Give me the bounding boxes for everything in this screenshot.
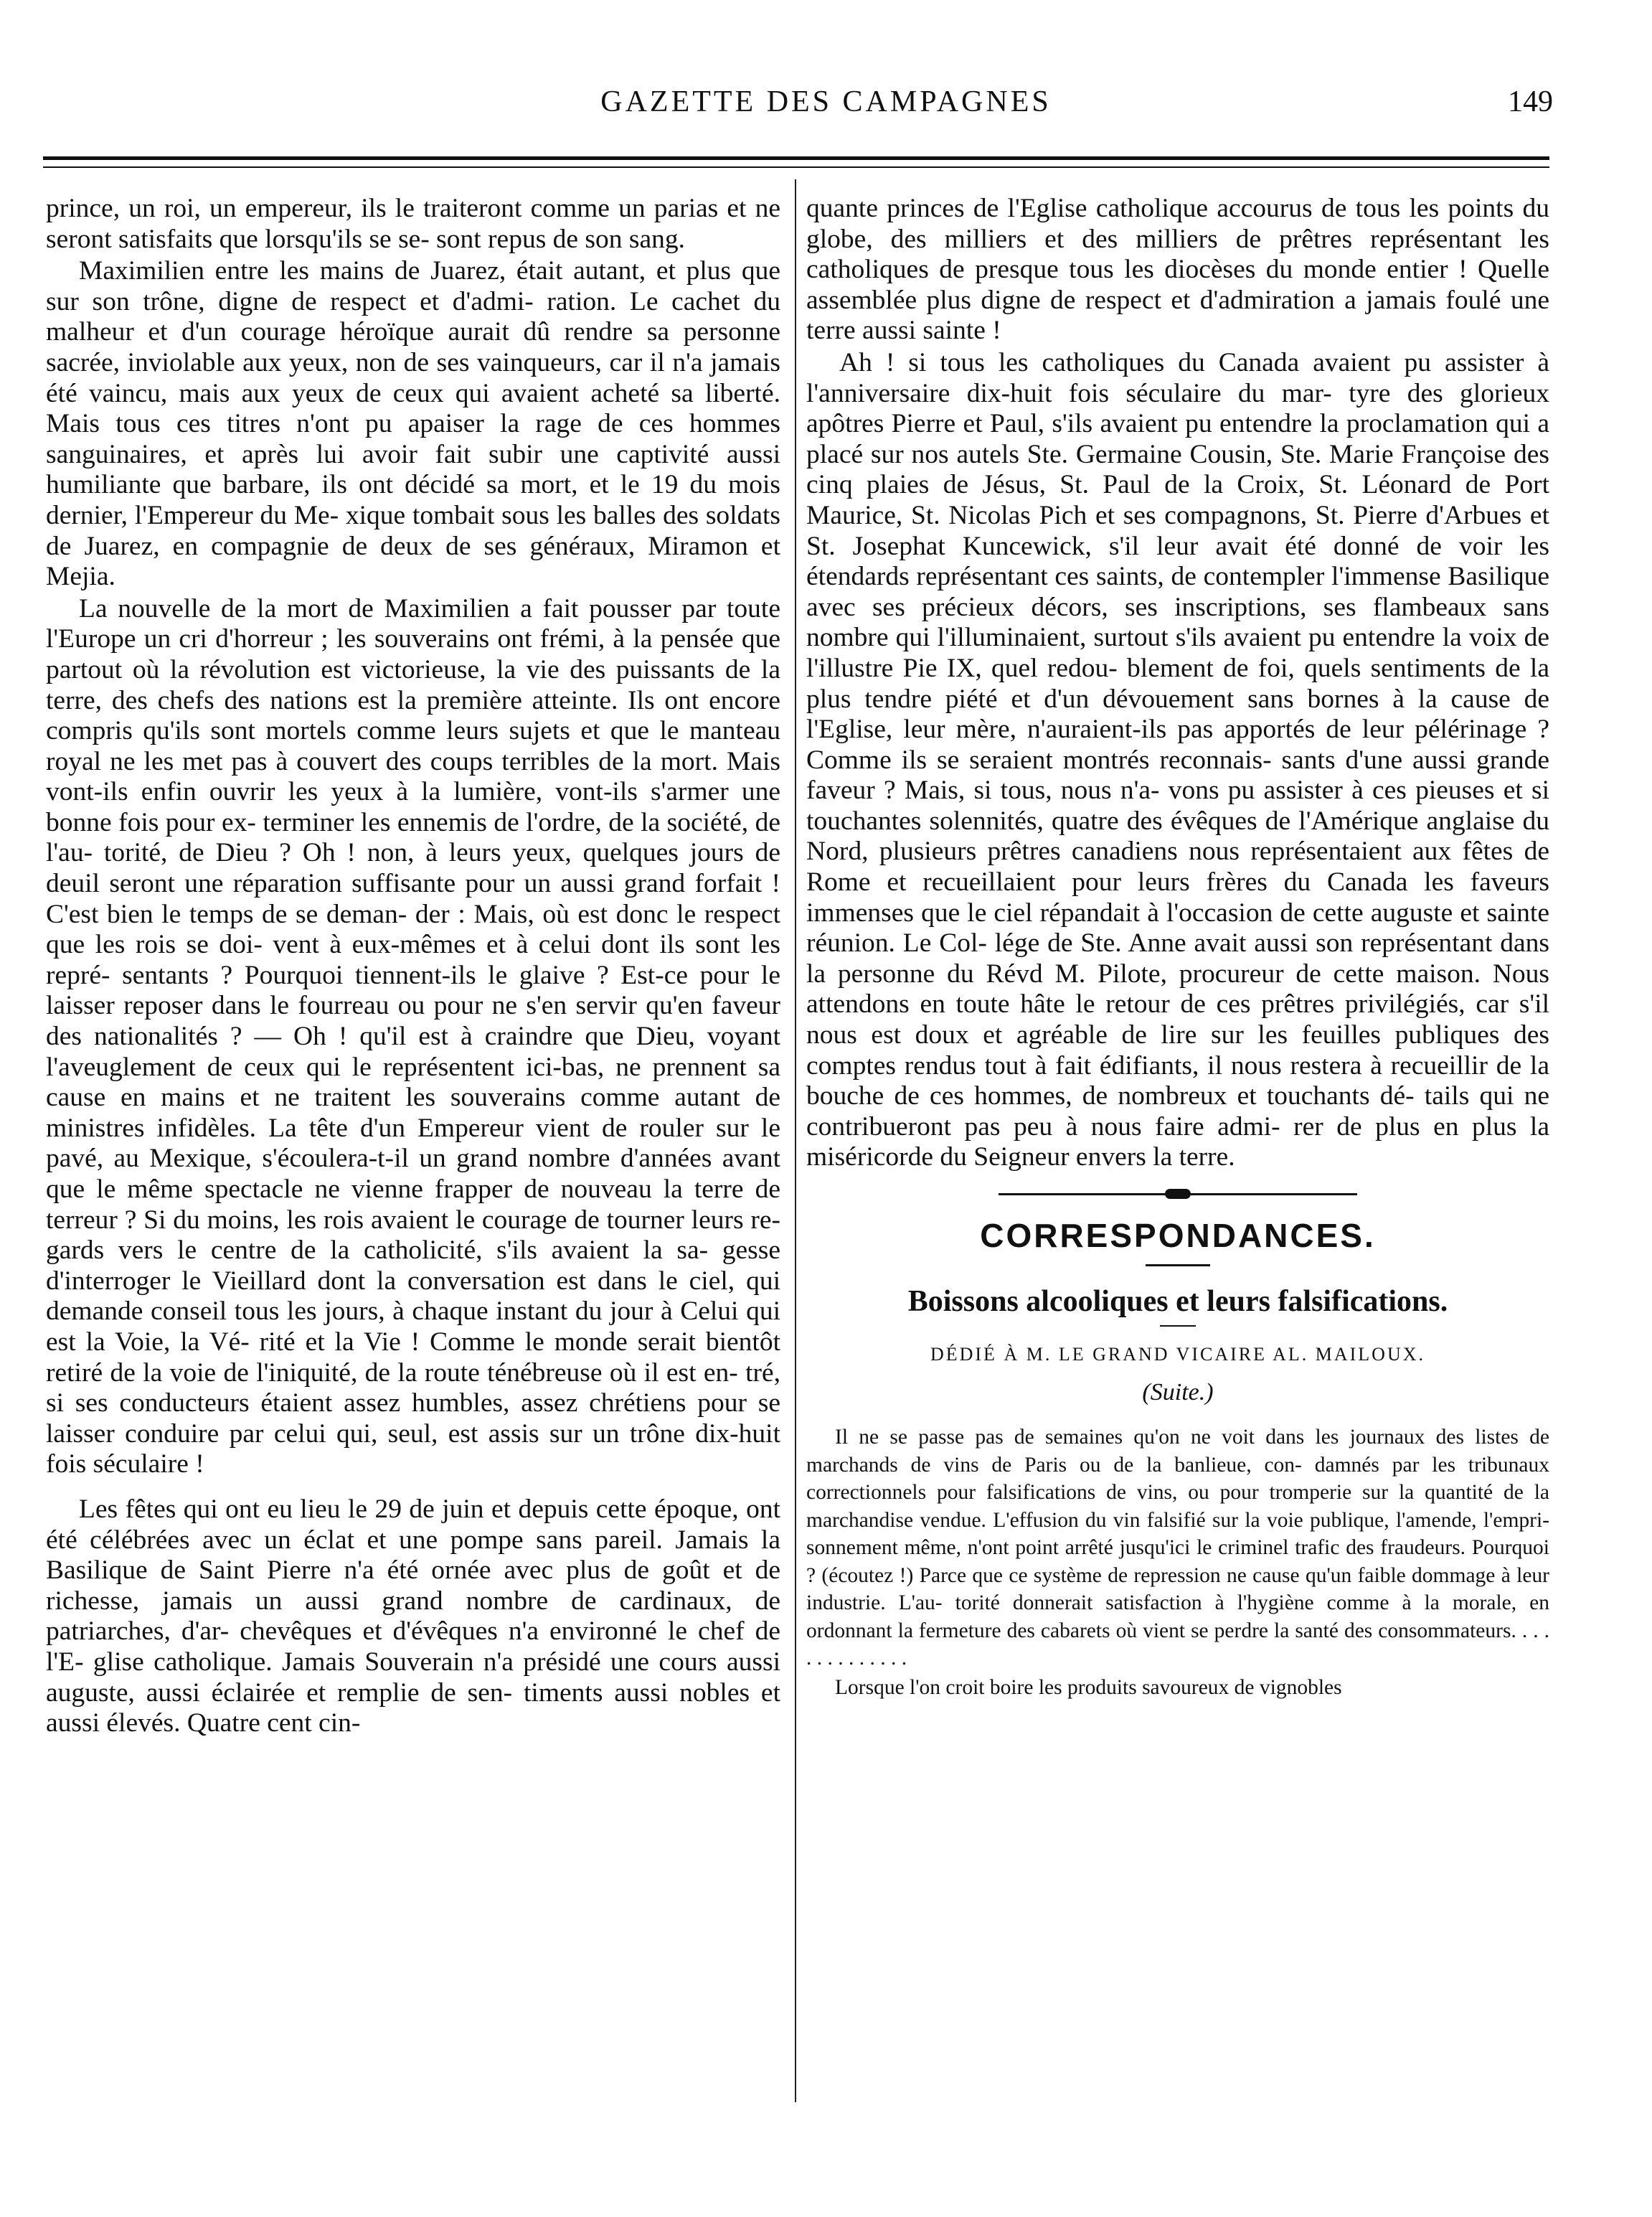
section-rule — [1146, 1264, 1210, 1266]
running-title: GAZETTE DES CAMPAGNES — [600, 85, 1052, 118]
right-column — [806, 194, 1549, 1701]
article-title: Boissons alcooliques et leurs falsifications. — [907, 1284, 1448, 1318]
column-divider — [795, 179, 796, 2102]
ornamental-rule — [999, 1189, 1357, 1199]
dedication: DÉDIÉ À M. LE GRAND VICAIRE AL. MAILOUX. — [930, 1344, 1426, 1365]
article-body — [806, 1423, 1549, 1701]
suite-label: (Suite.) — [1142, 1378, 1214, 1406]
page-number: 149 — [1508, 85, 1553, 118]
left-paragraph-2: Maximilien entre les mains de Juarez, était autant, et plus que sur son trône, digne de respect et d'admi- ration. Le cachet du malheur et d'un courage héroïque aurait dû rendre sa personne sacrée, inviolable aux yeux, non de ses vainqueurs, car il n'a jamais été vaincu, mais aux yeux de ceux qui avaient acheté sa liberté. Mais tous ces titres n'ont pu apaiser la rage de ces hommes sanguinaires, et après lui avoir fait subir une captivité aussi humiliante que barbare, ils ont décidé sa mort, et le 19 du mois dernier, l'Empereur du Me- xique tombait sous les balles des soldats de Juarez, en compagnie de deux de ses généraux, Miramon et Mejia. — [46, 256, 780, 592]
left-paragraph-4: Les fêtes qui ont eu lieu le 29 de juin et depuis cette époque, ont été célébrées avec un éclat et une pompe sans pareil. Jamais la Basilique de Saint Pierre n'a été ornée avec plus de goût et de richesse, jamais un aussi grand nombre de cardinaux, de patriarches, d'ar- chevêques et d'évêques n'a environné le chef de l'E- glise catholique. Jamais Souverain n'a présidé une cours aussi auguste, aussi éclairée et remplie de sen- timents aussi nobles et aussi élevés. Quatre cent cin- — [46, 1494, 780, 1738]
right-paragraph-1: quante princes de l'Eglise catholique accourus de tous les points du globe, des milliers et des milliers de prêtres représentant les catholiques de presque tous les diocèses du monde entier ! Quelle assemblée plus digne de respect et d'admiration a jamais foulé une terre aussi sainte ! — [806, 194, 1549, 346]
section-title: CORRESPONDANCES. — [980, 1217, 1376, 1254]
ornament-center — [1165, 1189, 1191, 1199]
article-rule — [1160, 1325, 1196, 1327]
left-paragraph-1: prince, un roi, un empereur, ils le traiteront comme un parias et ne seront satisfaits que lorsqu'ils se se- sont repus de son sang. — [46, 194, 780, 254]
left-column — [46, 194, 780, 1739]
right-paragraph-2: Ah ! si tous les catholiques du Canada avaient pu assister à l'anniversaire dix-huit fois séculaire du mar- tyre des glorieux apôtres Pierre et Paul, s'ils avaient pu entendre la proclamation qui a placé sur nos autels Ste. Germaine Cousin, Ste. Marie Françoise des cinq plaies de Jésus, St. Paul de la Croix, St. Léonard de Port Maurice, St. Nicolas Pich et ses compagnons, St. Pierre d'Arbues et St. Josephat Kuncewick, s'il leur avait été donné de voir les étendards représentant ces saints, de contempler l'immense Basilique avec ses précieux décors, ses inscriptions, ses flambeaux sans nombre qui l'illuminaient, surtout s'ils avaient pu entendre la voix de l'illustre Pie IX, quel redou- blement de foi, quels sentiments de la plus tendre piété et d'un dévouement sans bornes à la cause de l'Eglise, leur mère, n'auraient-ils pas apportés de leur pélérinage ? Comme ils se seraient montrés reconnais- sants d'une aussi grande faveur ? Mais, si tous, nous n'a- vons pu assister à ces pieuses et si touchantes solennités, quatre des évêques de l'Amérique anglaise du Nord, plusieurs prêtres canadiens nous représentaient aux fêtes de Rome et recueillaient pour leurs frères du Canada les faveurs immenses que le ciel répandait à l'occasion de cette auguste et sainte réunion. Le Col- lége de Ste. Anne avait aussi son représentant dans la personne du Révd M. Pilote, procureur de cette maison. Nous attendons en toute hâte le retour de ces prêtres privilégiés, car s'il nous est doux et agréable de lire sur les feuilles publiques des comptes rendus tout à fait édifiants, il nous restera à recueillir de la bouche de ces hommes, de nombreux et touchants dé- tails qui ne contribueront pas peu à nous faire admi- rer de plus en plus la miséricorde du Seigneur envers la terre. — [806, 347, 1549, 1172]
left-paragraph-3: La nouvelle de la mort de Maximilien a fait pousser par toute l'Europe un cri d'horreur ; les souverains ont frémi, à la pensée que partout où la révolution est victorieuse, la vie des puissants de la terre, des chefs des nations est la première atteinte. Ils ont encore compris qu'ils sont mortels comme leurs sujets et que le manteau royal ne les met pas à couvert des coups terribles de la mort. Mais vont-ils enfin ouvrir les yeux à la lumière, vont-ils s'armer une bonne fois pour ex- terminer les ennemis de l'ordre, de la société, de l'au- torité, de Dieu ? Oh ! non, à leurs yeux, quelques jours de deuil seront une réparation suffisante pour un aussi grand forfait ! C'est bien le temps de se deman- der : Mais, où est donc le respect que les rois se doi- vent à eux-mêmes et à celui dont ils sont les repré- sentants ? Pourquoi tiennent-ils le glaive ? Est-ce pour le laisser reposer dans le fourreau ou pour ne s'en servir qu'en faveur des nationalités ? — Oh ! qu'il est à craindre que Dieu, voyant l'aveuglement de ceux qui le représentent ici-bas, ne prennent sa cause en mains et ne traitent les souverains comme autant de ministres infidèles. La tête d'un Empereur vient de rouler sur le pavé, au Mexique, s'écoulera-t-il un grand nombre d'années avant que le même spectacle ne vienne frapper de nouveau la terre de terreur ? Si du moins, les rois avaient le courage de tourner leurs re- gards vers le centre de la catholicité, s'ils avaient la sa- gesse d'interroger le Vieillard dont la conversation est dans le ciel, qui demande conseil tous les jours, à chaque instant du jour à Celui qui est la Voie, la Vé- rité et la Vie ! Comme le monde serait bientôt retiré de la voie de l'iniquité, de la route ténébreuse où il est en- tré, si ses conducteurs étaient assez humbles, assez chrétiens pour se laisser conduire par celui qui, seul, est assis sur un trône dix-huit fois séculaire ! — [46, 593, 780, 1479]
header-rule-thin — [43, 166, 1549, 168]
article-paragraph-2: Lorsque l'on croit boire les produits savoureux de vignobles — [835, 1675, 1342, 1699]
article-paragraph-1: Il ne se passe pas de semaines qu'on ne voit dans les journaux des listes de marchands de vins de Paris ou de la banlieue, con- damnés par les tribunaux correctionnels pour falsifications de vins, ou pour tromperie sur la quantité de la marchandise vendue. L'effusion du vin falsifié sur la voie publique, l'amende, l'empri- sonnement même, n'ont point arrêté jusqu'ici le criminel trafic des fraudeurs. Pourquoi ? (écoutez !) Parce que ce système de repression ne cause qu'un faible dommage à leur industrie. L'au- torité donnerait satisfaction à l'hygiène comme à la morale, en ordonnant la fermeture des cabarets où vient se perdre la santé des consommateurs. . . . . . . . . . . . . . — [806, 1426, 1549, 1670]
running-head — [0, 85, 1652, 128]
header-rule-thick — [43, 156, 1549, 160]
